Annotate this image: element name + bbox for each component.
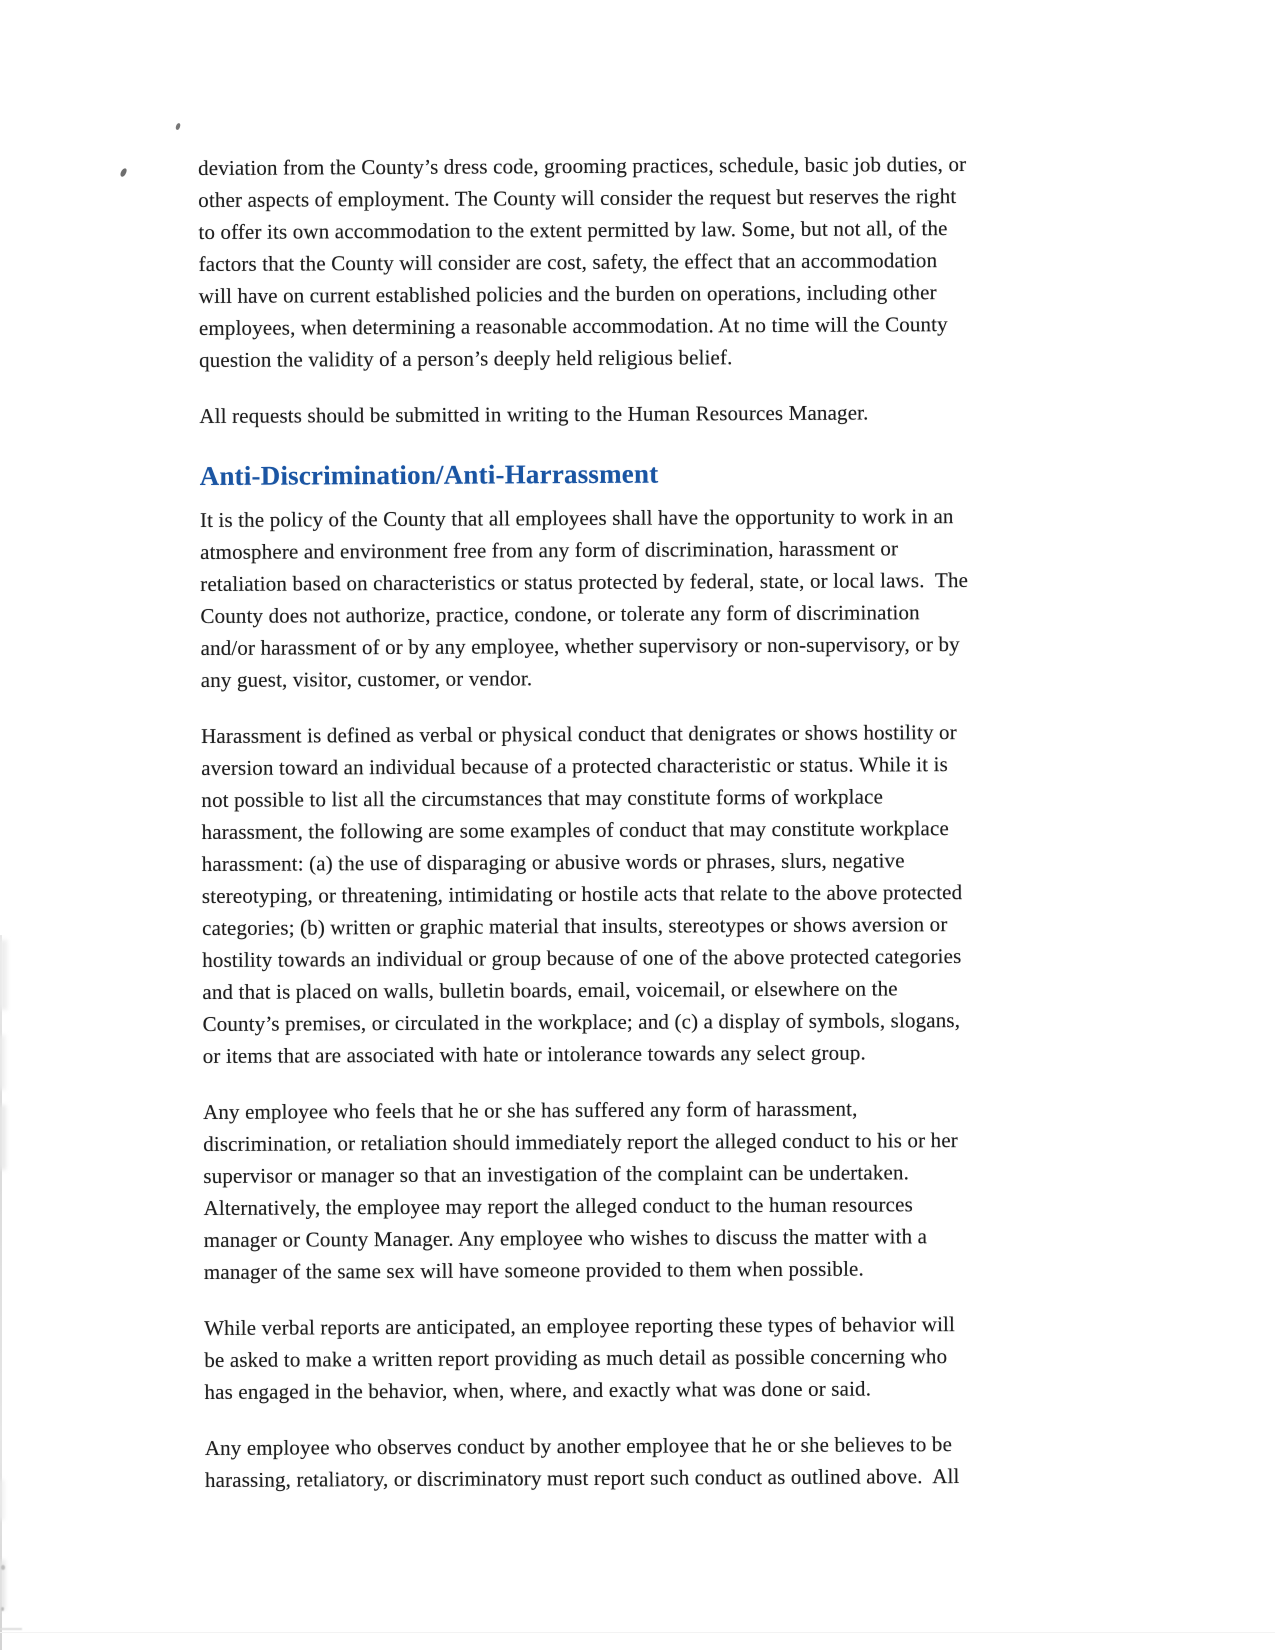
text-line: deviation from the County’s dress code, grooming practices, schedule, basic job duties, or (198, 151, 967, 180)
text-line: stereotyping, or threatening, intimidating or hostile acts that relate to the above protected (201, 880, 963, 908)
text-line: any guest, visitor, customer, or vendor. (200, 666, 533, 692)
scan-edge-smudge (0, 1035, 5, 1090)
text-line: supervisor or manager so that an investigation of the complaint can be undertaken. (203, 1160, 910, 1188)
text-line: County does not authorize, practice, condone, or tolerate any form of discrimination (200, 600, 920, 628)
text-line: and that is placed on walls, bulletin boards, email, voicemail, or elsewhere on the (202, 976, 898, 1004)
text-line: to offer its own accommodation to the extent permitted by law. Some, but not all, of the (198, 216, 948, 244)
written-report-paragraph (204, 1307, 1099, 1408)
document-text-column (198, 147, 1100, 1520)
text-line: retaliation based on characteristics or status protected by federal, state, or local laws. The (200, 567, 969, 596)
text-line: harassing, retaliatory, or discriminatory must report such conduct as outlined above. All (204, 1464, 960, 1492)
requests-submission-paragraph (199, 395, 1094, 432)
text-line: not possible to list all the circumstances that may constitute forms of workplace (201, 784, 884, 812)
text-line: Any employee who feels that he or she has suffered any form of harassment, (202, 1096, 858, 1124)
reporting-procedure-paragraph (203, 1091, 1099, 1288)
text-line: factors that the County will consider are cost, safety, the effect that an accommodation (198, 248, 938, 276)
text-line: be asked to make a written report providing as much detail as possible concerning who (204, 1344, 948, 1372)
scan-bottom-streak (0, 1632, 1275, 1633)
text-line: manager of the same sex will have someone provided to them when possible. (203, 1256, 864, 1284)
harassment-definition-paragraph (201, 715, 1098, 1072)
scan-speck (119, 167, 127, 177)
text-line: Harassment is defined as verbal or physical conduct that denigrates or shows hostility or (200, 720, 957, 748)
scan-speck (175, 123, 181, 131)
text-line: Any employee who observes conduct by another employee that he or she believes to be (204, 1432, 953, 1460)
text-line: or items that are associated with hate or intolerance towards any select group. (202, 1040, 866, 1068)
text-line: It is the policy of the County that all employees shall have the opportunity to work in an (199, 504, 954, 532)
text-line: question the validity of a person’s deeply held religious belief. (199, 345, 733, 372)
text-line: will have on current established policies and the burden on operations, including other (198, 280, 937, 308)
text-line: All requests should be submitted in writing to the Human Resources Manager. (199, 400, 869, 428)
religious-accommodation-paragraph (198, 147, 1094, 376)
text-line: harassment: (a) the use of disparaging or abusive words or phrases, slurs, negative (201, 848, 905, 876)
scan-edge-dot (1, 1607, 4, 1611)
text-line: manager or County Manager. Any employee who wishes to discuss the matter with a (203, 1224, 928, 1252)
text-line: and/or harassment of or by any employee, whether supervisory or non-supervisory, or by (200, 632, 960, 660)
text-line: aversion toward an individual because of a protected characteristic or status. While it is (201, 752, 948, 780)
text-line: discrimination, or retaliation should immediately report the alleged conduct to his or her (203, 1128, 958, 1156)
text-line: employees, when determining a reasonable accommodation. At no time will the County (198, 312, 948, 340)
text-line: Alternatively, the employee may report the alleged conduct to the human resources (203, 1192, 913, 1220)
text-line: atmosphere and environment free from any form of discrimination, harassment or (200, 536, 899, 564)
scan-edge-smudge (0, 1480, 4, 1520)
scan-edge-line-horizontal (0, 1628, 22, 1630)
text-line: has engaged in the behavior, when, where, and exactly what was done or said. (204, 1376, 872, 1404)
text-line: other aspects of employment. The County will consider the request but reserves the right (198, 184, 957, 212)
policy-statement-paragraph (200, 499, 1096, 696)
text-line: County’s premises, or circulated in the workplace; and (c) a display of symbols, slogans, (202, 1008, 961, 1036)
scan-edge-smudge (0, 1105, 6, 1170)
observer-duty-paragraph (205, 1427, 1100, 1496)
anti-discrimination-heading: Anti-Discrimination/Anti-Harrassment (199, 458, 659, 491)
text-line: While verbal reports are anticipated, an employee reporting these types of behavior will (204, 1312, 956, 1340)
scan-edge-smudge (0, 940, 7, 1010)
text-line: harassment, the following are some examples of conduct that may constitute workplace (201, 816, 949, 844)
scan-edge-dot (1, 1565, 5, 1570)
text-line: categories; (b) written or graphic material that insults, stereotypes or shows aversion or (202, 912, 948, 940)
text-line: hostility towards an individual or group because of one of the above protected categories (202, 944, 962, 972)
